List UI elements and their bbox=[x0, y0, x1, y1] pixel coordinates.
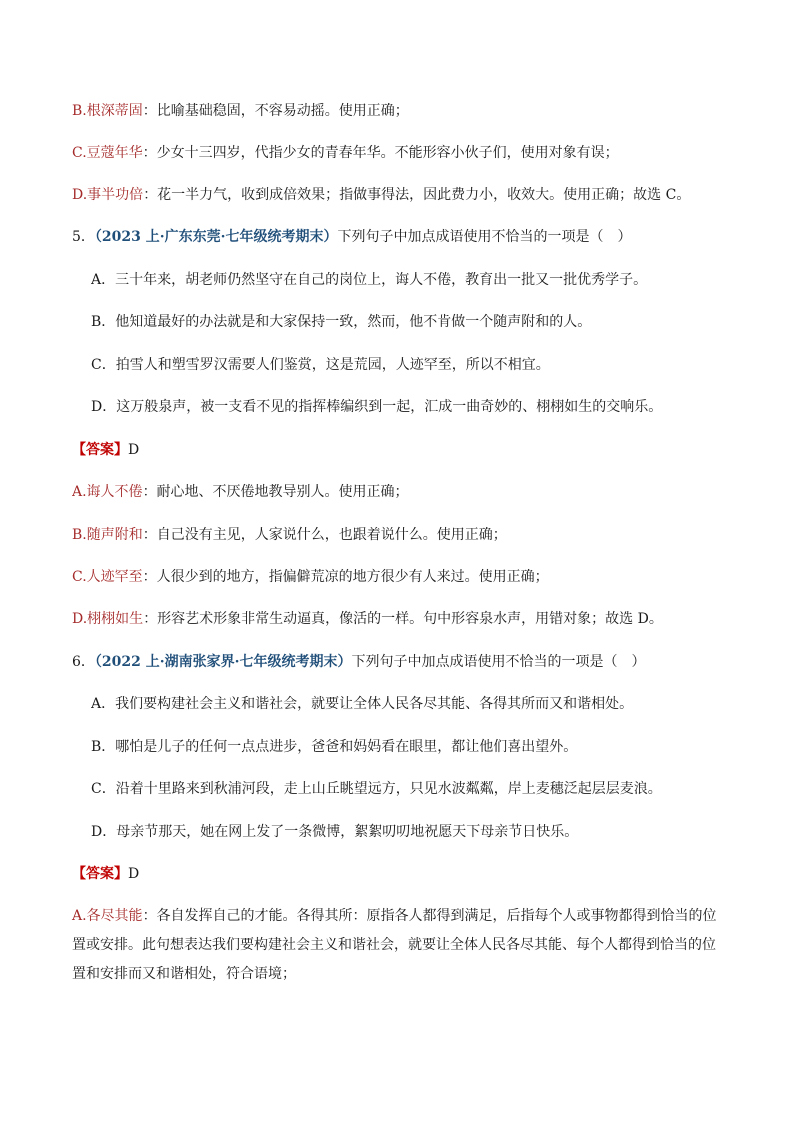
idiom-term: A.诲人不倦 bbox=[72, 484, 143, 500]
idiom-explanation: ：各自发挥自己的才能。各得其所：原指各人都得到满足，后指每个人或事物都得到恰当的位置或安排。此句想表达我们要构建社会主义和谐社会，就要让全体人民各尽其能、每个人都得到恰当的位置和安排而又和谐相处，符合语境； bbox=[72, 908, 717, 982]
question-source: （2023 上·广东东莞·七年级统考期末） bbox=[94, 229, 338, 245]
idiom-term: B.根深蒂固 bbox=[72, 103, 143, 119]
analysis-line-b bbox=[72, 525, 732, 545]
question-number: 5． bbox=[72, 229, 95, 245]
question-5-stem bbox=[72, 227, 732, 247]
question-number: 6． bbox=[72, 654, 95, 670]
analysis-line-d bbox=[72, 185, 732, 205]
answer-value: D bbox=[128, 442, 140, 458]
analysis-line-c bbox=[72, 143, 732, 163]
idiom-explanation: ：人很少到的地方，指偏僻荒凉的地方很少有人来过。使用正确； bbox=[142, 569, 549, 585]
question-6-option-c: C．沿着十里路来到秋浦河段，走上山丘眺望远方，只见水波粼粼，岸上麦穗泛起层层麦浪。 bbox=[91, 781, 662, 797]
question-text: 下列句子中加点成语使用不恰当的一项是（ ） bbox=[351, 654, 646, 670]
question-6-option-a: A．我们要构建社会主义和谐社会，就要让全体人民各尽其能、各得其所而又和谐相处。 bbox=[91, 696, 634, 712]
analysis-line-a bbox=[72, 482, 732, 502]
question-source: （2022 上·湖南张家界·七年级统考期末） bbox=[94, 654, 352, 670]
idiom-term: A.各尽其能 bbox=[72, 908, 143, 924]
idiom-explanation: ：自己没有主见，人家说什么，也跟着说什么。使用正确； bbox=[142, 527, 507, 543]
idiom-explanation: ：形容艺术形象非常生动逼真，像活的一样。句中形容泉水声，用错对象；故选 D。 bbox=[143, 611, 663, 627]
question-6-stem bbox=[72, 652, 732, 672]
question-5-option-a: A．三十年来，胡老师仍然坚守在自己的岗位上，诲人不倦，教育出一批又一批优秀学子。 bbox=[91, 272, 648, 288]
question-5-option-c: C．拍雪人和塑雪罗汉需要人们鉴赏，这是荒园，人迹罕至，所以不相宜。 bbox=[91, 357, 550, 373]
idiom-explanation: ：比喻基础稳固，不容易动摇。使用正确； bbox=[142, 103, 409, 119]
answer-label: 【答案】 bbox=[72, 866, 128, 882]
idiom-term: B.随声附和 bbox=[72, 527, 143, 543]
idiom-term: C.人迹罕至 bbox=[72, 569, 143, 585]
question-6-answer bbox=[72, 864, 732, 884]
answer-value: D bbox=[128, 866, 140, 882]
idiom-term: C.豆蔻年华 bbox=[72, 145, 143, 161]
question-text: 下列句子中加点成语使用不恰当的一项是（ ） bbox=[337, 229, 632, 245]
question-6-option-b: B．哪怕是儿子的任何一点点进步，爸爸和妈妈看在眼里，都让他们喜出望外。 bbox=[91, 739, 578, 755]
question-5-answer bbox=[72, 440, 732, 460]
analysis-line-c bbox=[72, 567, 732, 587]
question-5-option-b: B．他知道最好的办法就是和大家保持一致，然而，他不肯做一个随声附和的人。 bbox=[91, 314, 592, 330]
idiom-explanation: ：少女十三四岁，代指少女的青春年华。不能形容小伙子们，使用对象有误； bbox=[142, 145, 619, 161]
idiom-explanation: ：花一半力气，收到成倍效果；指做事得法，因此费力小，收效大。使用正确；故选 C。 bbox=[143, 187, 691, 203]
question-6-option-d: D．母亲节那天，她在网上发了一条微博，絮絮叨叨地祝愿天下母亲节日快乐。 bbox=[91, 824, 579, 840]
analysis-paragraph-a bbox=[72, 902, 728, 989]
question-5-option-d: D．这万般泉声，被一支看不见的指挥棒编织到一起，汇成一曲奇妙的、栩栩如生的交响乐。 bbox=[91, 399, 663, 415]
idiom-explanation: ：耐心地、不厌倦地教导别人。使用正确； bbox=[142, 484, 409, 500]
idiom-term: D.事半功倍 bbox=[72, 187, 144, 203]
idiom-term: D.栩栩如生 bbox=[72, 611, 144, 627]
answer-label: 【答案】 bbox=[72, 442, 128, 458]
analysis-line-b bbox=[72, 101, 732, 121]
analysis-line-d bbox=[72, 609, 732, 629]
